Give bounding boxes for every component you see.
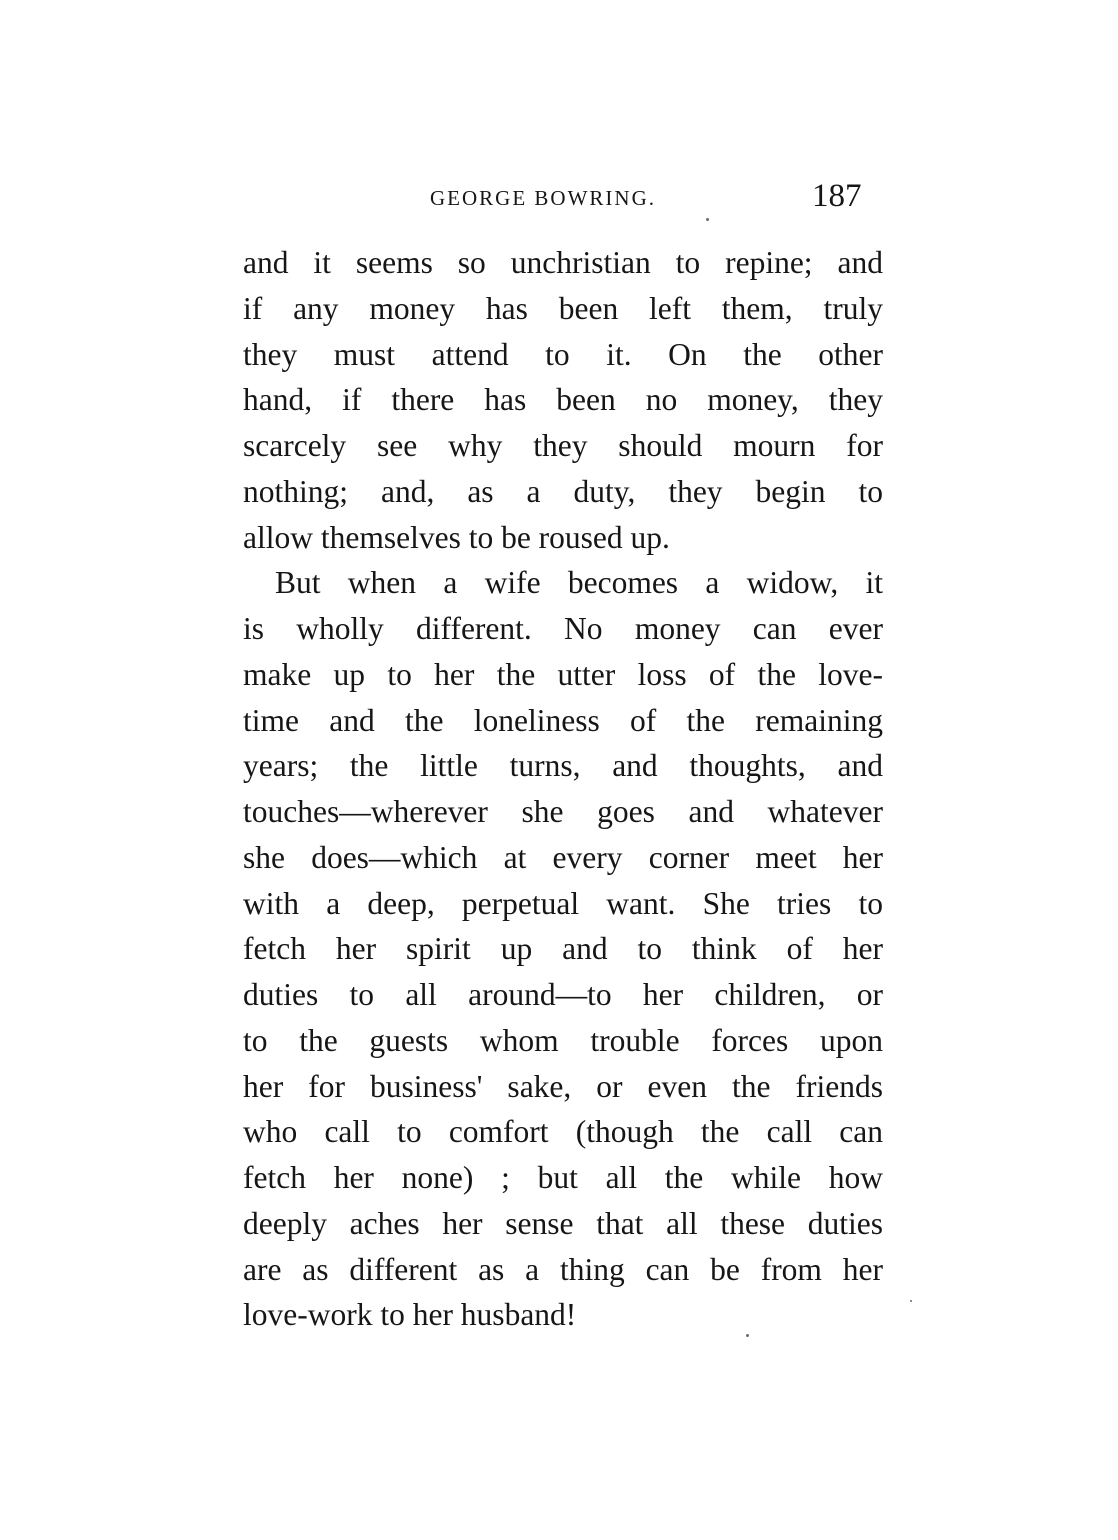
text-line: But when a wife becomes a widow, it xyxy=(275,565,883,601)
text-line: and it seems so unchristian to repine; and xyxy=(243,245,883,280)
page-number: 187 xyxy=(812,178,862,214)
ink-speck xyxy=(746,1334,749,1337)
text-line: to the guests whom trouble forces upon xyxy=(243,1022,883,1058)
text-line: who call to comfort (though the call can xyxy=(243,1114,883,1150)
ink-speck xyxy=(706,218,709,221)
text-line: fetch her none) ; but all the while how xyxy=(243,1160,883,1195)
text-line: make up to her the utter loss of the love- xyxy=(243,656,883,692)
text-line: time and the loneliness of the remaining xyxy=(243,702,883,738)
text-line: love-work to her husband! xyxy=(243,1297,577,1333)
text-line: allow themselves to be roused up. xyxy=(243,519,670,555)
text-line: with a deep, perpetual want. She tries to xyxy=(243,885,883,921)
running-title: GEORGE BOWRING. xyxy=(430,186,656,210)
text-line: years; the little turns, and thoughts, and xyxy=(243,748,883,784)
text-line: hand, if there has been no money, they xyxy=(243,382,883,418)
text-line: deeply aches her sense that all these duties xyxy=(243,1205,883,1241)
text-line: are as different as a thing can be from her xyxy=(243,1251,883,1287)
text-line: touches—wherever she goes and whatever xyxy=(243,794,883,829)
text-line: fetch her spirit up and to think of her xyxy=(243,931,883,967)
ink-speck xyxy=(910,1300,912,1302)
text-line: duties to all around—to her children, or xyxy=(243,977,883,1012)
text-line: nothing; and, as a duty, they begin to xyxy=(243,473,883,509)
paragraph-2 xyxy=(243,560,883,1338)
text-line: they must attend to it. On the other xyxy=(243,336,883,372)
text-line: scarcely see why they should mourn for xyxy=(243,428,883,463)
paragraph-1 xyxy=(243,240,883,560)
text-line: her for business' sake, or even the friends xyxy=(243,1068,883,1104)
text-line: if any money has been left them, truly xyxy=(243,290,883,326)
body-text xyxy=(243,240,883,1338)
text-line: she does—which at every corner meet her xyxy=(243,839,883,875)
text-line: is wholly different. No money can ever xyxy=(243,611,883,646)
